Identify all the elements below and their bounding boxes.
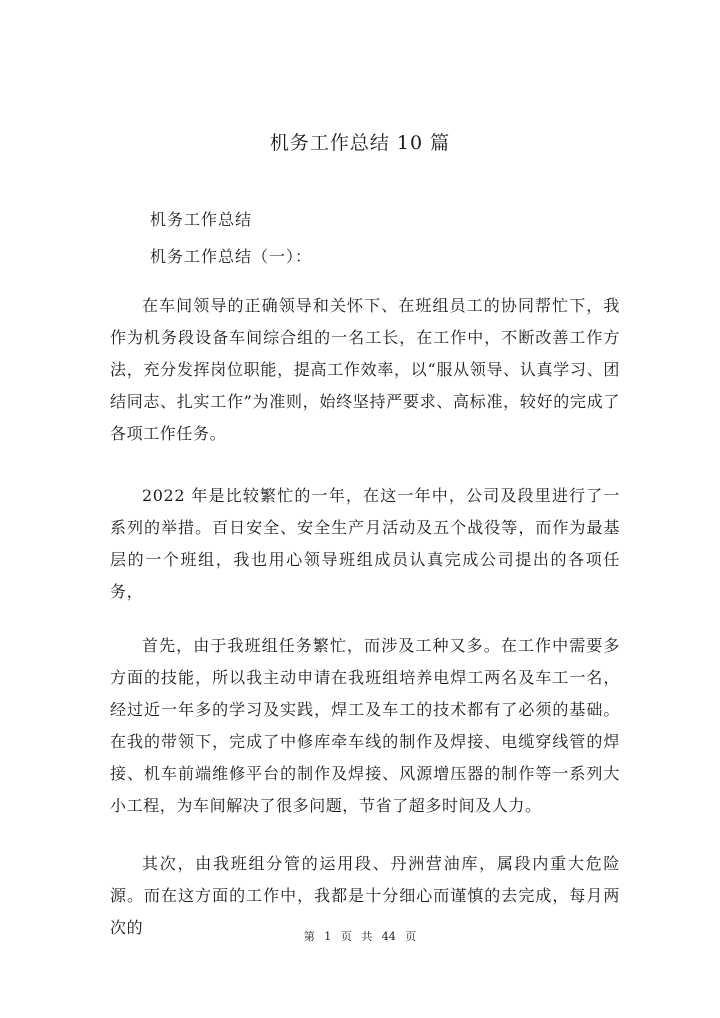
paragraph-4: 其次，由我班组分管的运用段、丹洲营油库，属段内重大危险源。而在这方面的工作中，我都是十分细心而谨慎的去完成，每月两次的 [110,854,620,937]
section-heading: 机务工作总结 [150,210,253,229]
document-title: 机务工作总结 10 篇 [269,132,451,154]
paragraph-1: 在车间领导的正确领导和关怀下、在班组员工的协同帮忙下，我作为机务段设备车间综合组的一名工长，在工作中，不断改善工作方法，充分发挥岗位职能，提高工作效率，以“服从领导、认真学习、团结同志、扎实工作”为准则，始终坚持严要求、高标准，较好的完成了各项工作任务。 [110,296,620,443]
paragraph-2: 2022 年是比较繁忙的一年，在这一年中，公司及段里进行了一系列的举措。百日安全、安全生产月活动及五个战役等，而作为最基层的一个班组，我也用心领导班组成员认真完成公司提出的各项任务， [110,486,620,601]
page-footer: 第 1 页 共 44 页 [303,930,417,943]
subsection-heading: 机务工作总结（一）： [150,247,313,266]
paragraph-3: 首先，由于我班组任务繁忙，而涉及工种又多。在工作中需要多方面的技能，所以我主动申请在我班组培养电焊工两名及车工一名，经过近一年多的学习及实践，焊工及车工的技术都有了必须的基础。在我的带领下，完成了中修库牵车线的制作及焊接、电缆穿线管的焊接、机车前端维修平台的制作及焊接、风源增压器的制作等一系列大小工程，为车间解决了很多问题，节省了超多时间及人力。 [110,636,620,815]
